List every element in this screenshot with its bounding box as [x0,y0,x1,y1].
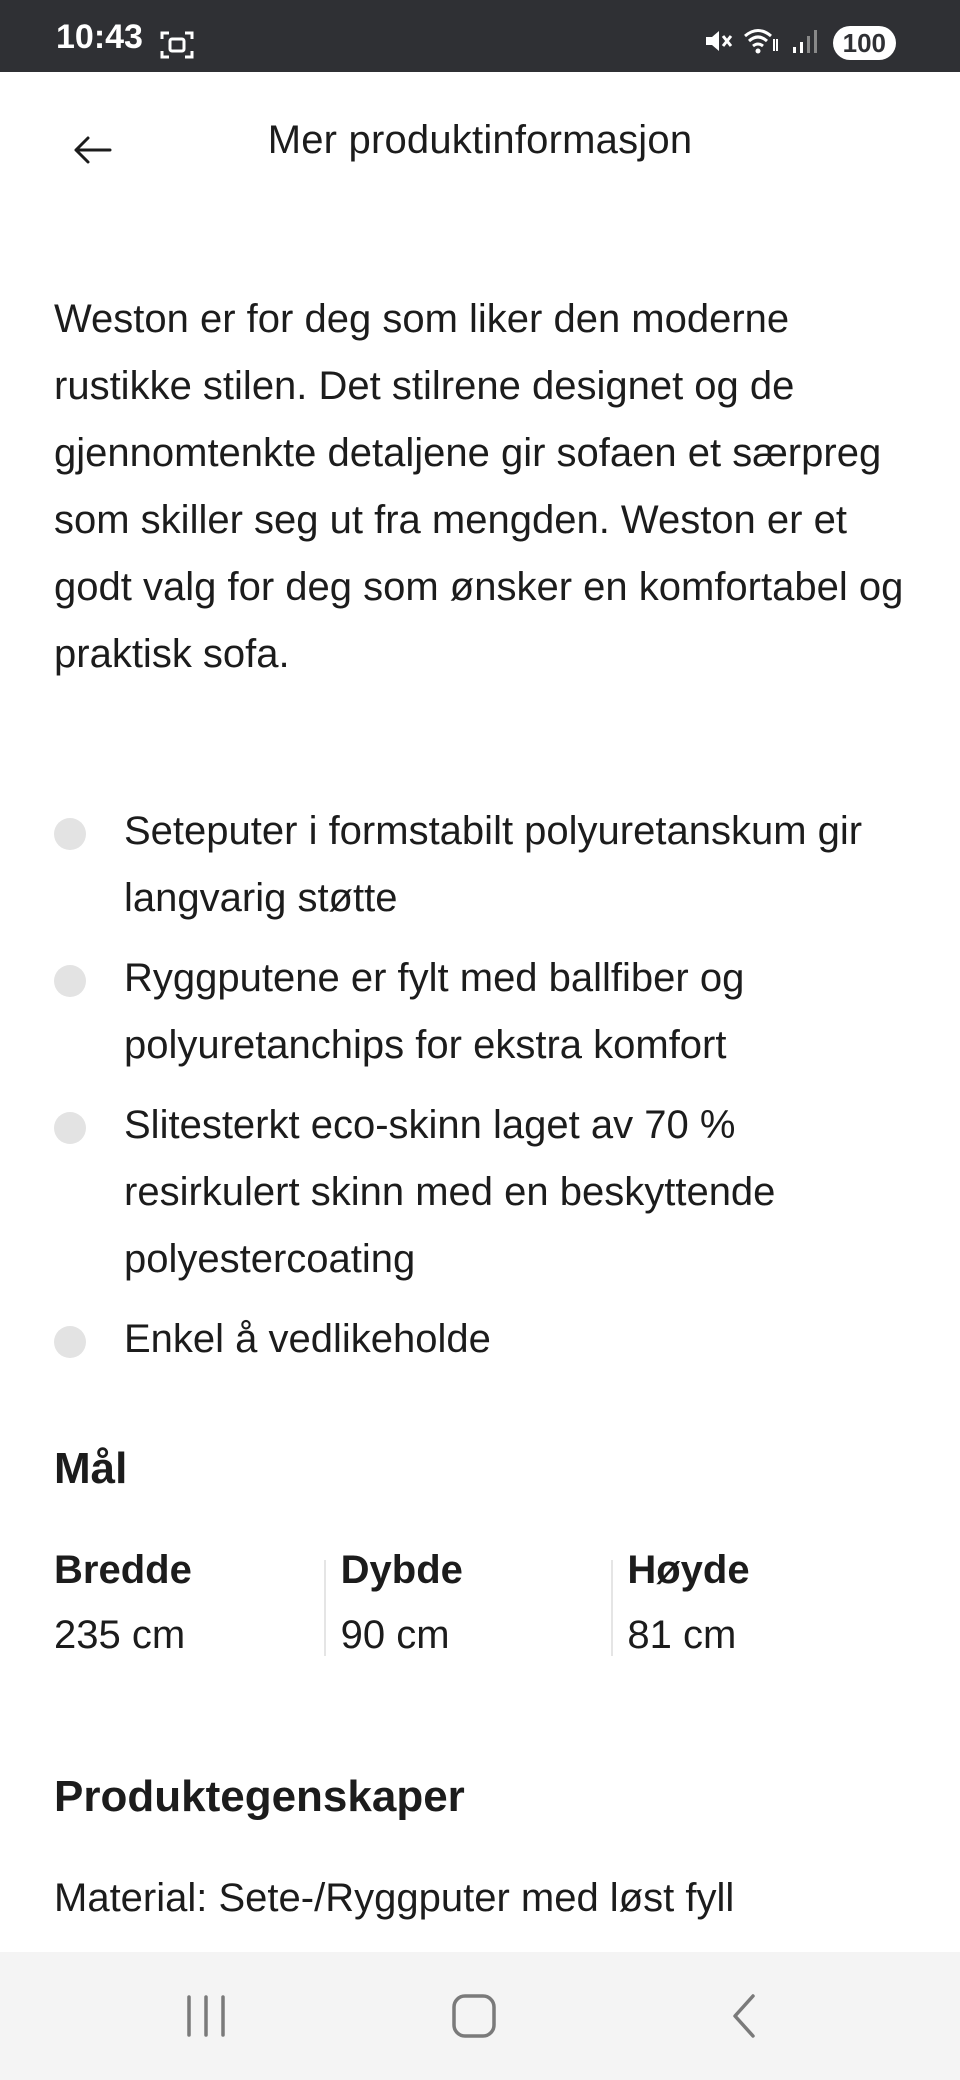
wifi-icon [733,27,781,60]
dimension-label: Bredde [54,1548,192,1592]
divider [611,1560,613,1656]
dimension-value: 81 cm [627,1613,737,1657]
dimension-label: Dybde [340,1548,463,1592]
dimension-label: Høyde [627,1548,750,1592]
system-back-button[interactable] [704,1988,784,2048]
list-item [54,1306,914,1373]
status-icons [693,26,896,60]
home-button[interactable] [434,1988,514,2048]
bullet-icon [54,965,86,997]
page-title: Mer produktinformasjon [267,118,693,162]
bullet-icon [54,818,86,850]
feature-text: Enkel å vedlikeholde [124,1317,491,1361]
feature-text: Slitesterkt eco-skinn laget av 70 % resirkulert skinn med en beskyttende polyestercoating [124,1103,776,1281]
divider [324,1560,326,1656]
battery-indicator: 100 [833,26,896,60]
list-item [54,945,914,1079]
screenshot-icon [160,30,194,65]
dimension-value: 90 cm [340,1613,450,1657]
recent-apps-icon [183,1994,229,2043]
list-item [54,798,914,932]
dimension-depth [341,1540,628,1660]
product-info-content [54,286,914,1386]
material-text: Material: Sete-/Ryggputer med løst fyll [54,1876,735,1920]
bullet-icon [54,1112,86,1144]
chevron-left-icon [729,1992,759,2045]
system-nav-bar [0,1952,960,2080]
feature-text: Seteputer i formstabilt polyuretanskum gir langvarig støtte [124,809,863,920]
recent-apps-button[interactable] [166,1988,246,2048]
mute-icon [693,27,733,60]
properties-title: Produktegenskaper [54,1772,465,1821]
app-bar [0,72,960,222]
status-time: 10:43 [56,18,143,56]
signal-icon [781,27,819,60]
home-icon [451,1993,497,2044]
list-item [54,1092,914,1293]
product-description: Weston er for deg som liker den moderne rustikke stilen. Det stilrene designet og de gjennomtenkte detaljene gir sofaen et særpreg som skiller seg ut fra mengden. Weston er et godt valg for deg som ønsker en komfortabel og praktisk sofa. [54,297,904,676]
dimension-height [627,1540,914,1660]
dimensions-title: Mål [54,1444,128,1493]
bullet-icon [54,1326,86,1358]
dimension-width [54,1540,341,1660]
feature-list [54,798,914,1373]
feature-text: Ryggputene er fylt med ballfiber og polyuretanchips for ekstra komfort [124,956,745,1067]
dimension-value: 235 cm [54,1613,186,1657]
status-bar [0,0,960,72]
dimensions-table [54,1540,914,1660]
